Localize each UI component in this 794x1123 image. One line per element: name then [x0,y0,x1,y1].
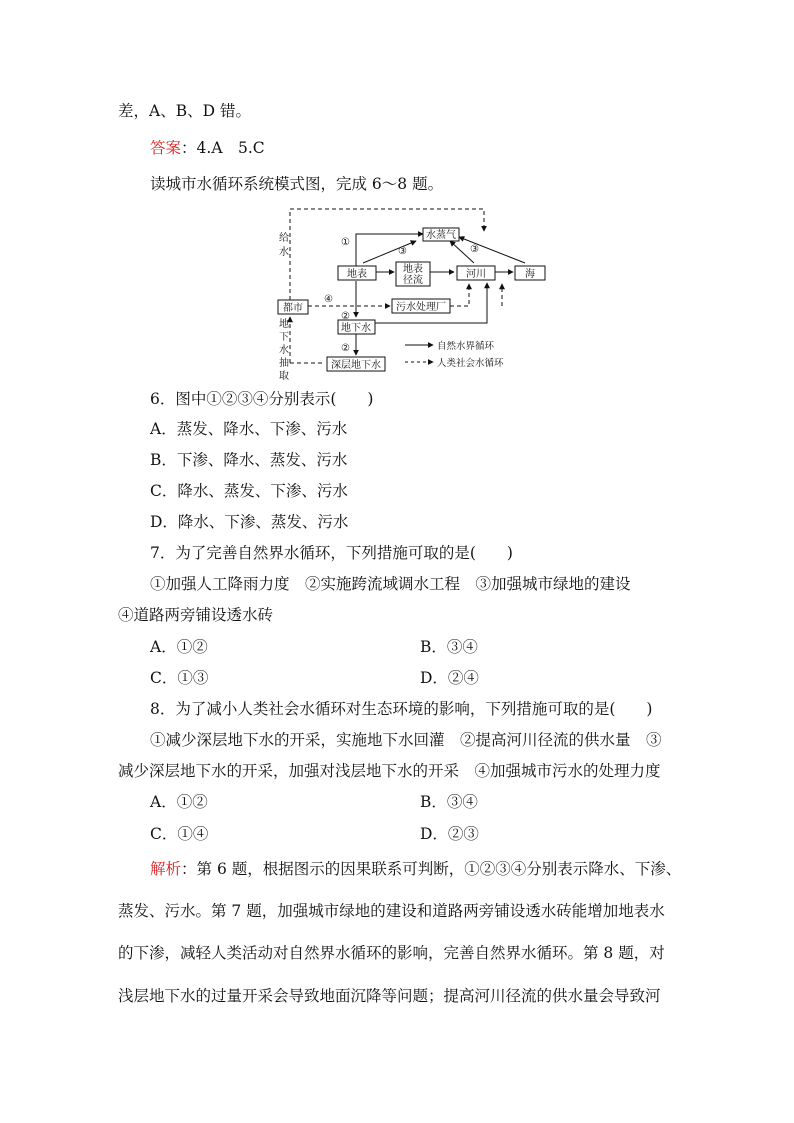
answer-label: 答案 [150,139,182,157]
label-surface: 地表 [347,269,367,280]
question-8-option-c: C．①④ [150,825,209,843]
question-7-body-2: ④道路两旁铺设透水砖 [118,606,274,624]
mark-2a: ② [341,311,350,322]
analysis-text-1: 第 6 题，根据图示的因果联系可判断，①②③④分别表示降水、下渗、 [196,860,682,878]
mark-2b: ② [341,343,350,354]
question-8-option-d: D．②③ [420,825,479,843]
label-deep-groundwater: 深层地下水 [331,360,381,371]
analysis-separator: ： [181,860,197,878]
question-6-option-a: A．蒸发、降水、下渗、污水 [150,420,348,438]
side-label-7: 取 [279,371,289,380]
diagram-intro: 读城市水循环系统模式图，完成 6～8 题。 [150,175,444,193]
legend-human: 人类社会水循环 [437,358,504,369]
label-groundwater: 地下水 [341,323,371,334]
analysis-line-2: 蒸发、污水。第 7 题，加强城市绿地的建设和道路两旁铺设透水砖能增加地表水 [118,902,665,920]
label-city: 都市 [283,303,303,314]
analysis-label: 解析 [150,860,182,878]
label-vapor: 水蒸气 [426,230,456,241]
label-sewage: 污水处理厂 [396,302,446,313]
label-sea: 海 [525,269,535,280]
question-7-option-d: D．②④ [420,669,479,687]
analysis-line-3: 的下渗，减轻人类活动对自然界水循环的影响，完善自然界水循环。第 8 题，对 [118,944,665,962]
answer-separator: ： [181,139,197,157]
question-8-option-a: A．①② [150,793,208,811]
side-label-6: 抽 [279,358,289,369]
question-8-option-b: B．③④ [420,793,478,811]
question-6-stem: 6．图中①②③④分别表示( ) [150,390,374,408]
question-7-body-1: ①加强人工降雨力度 ②实施跨流域调水工程 ③加强城市绿地的建设 [150,575,631,593]
question-7-option-c: C．①③ [150,669,209,687]
side-label-4: 下 [279,332,289,343]
mark-3b: ③ [470,244,479,255]
side-label-5: 水 [279,345,289,356]
question-7-option-b: B．③④ [420,638,478,656]
analysis-line-4: 浅层地下水的过量开采会导致地面沉降等问题；提高河川径流的供水量会导致河 [118,987,661,1005]
side-label-2: 水 [279,247,289,258]
label-runoff-2: 径流 [403,275,423,286]
question-7-stem: 7．为了完善自然界水循环，下列措施可取的是( ) [150,544,513,562]
answer-value: 4.A 5.C [196,139,265,157]
legend-natural: 自然水界循环 [437,341,495,352]
continuation-text: 差，A、B、D 错。 [118,102,251,120]
question-8-body-1: ①减少深层地下水的开采，实施地下水回灌 ②提高河川径流的供水量 ③ [150,731,662,749]
question-8-stem: 8．为了减小人类社会水循环对生态环境的影响，下列措施可取的是( ) [150,700,653,718]
mark-4: ④ [324,294,333,305]
question-6-option-b: B．下渗、降水、蒸发、污水 [150,451,348,469]
question-6-option-c: C．降水、蒸发、下渗、污水 [150,482,348,500]
side-label-1: 给 [279,233,289,244]
question-7-option-a: A．①② [150,638,208,656]
side-label-3: 地 [279,319,289,330]
mark-1: ① [341,237,350,248]
question-6-option-d: D．降水、下渗、蒸发、污水 [150,513,349,531]
mark-3a: ③ [398,246,407,257]
question-8-body-2: 减少深层地下水的开采，加强对浅层地下水的开采 ④加强城市污水的处理力度 [118,762,661,780]
answer-line [150,141,265,157]
label-river: 河川 [466,269,486,280]
water-cycle-diagram [270,205,560,380]
analysis-line-1 [150,862,681,878]
label-runoff-1: 地表 [403,264,423,275]
